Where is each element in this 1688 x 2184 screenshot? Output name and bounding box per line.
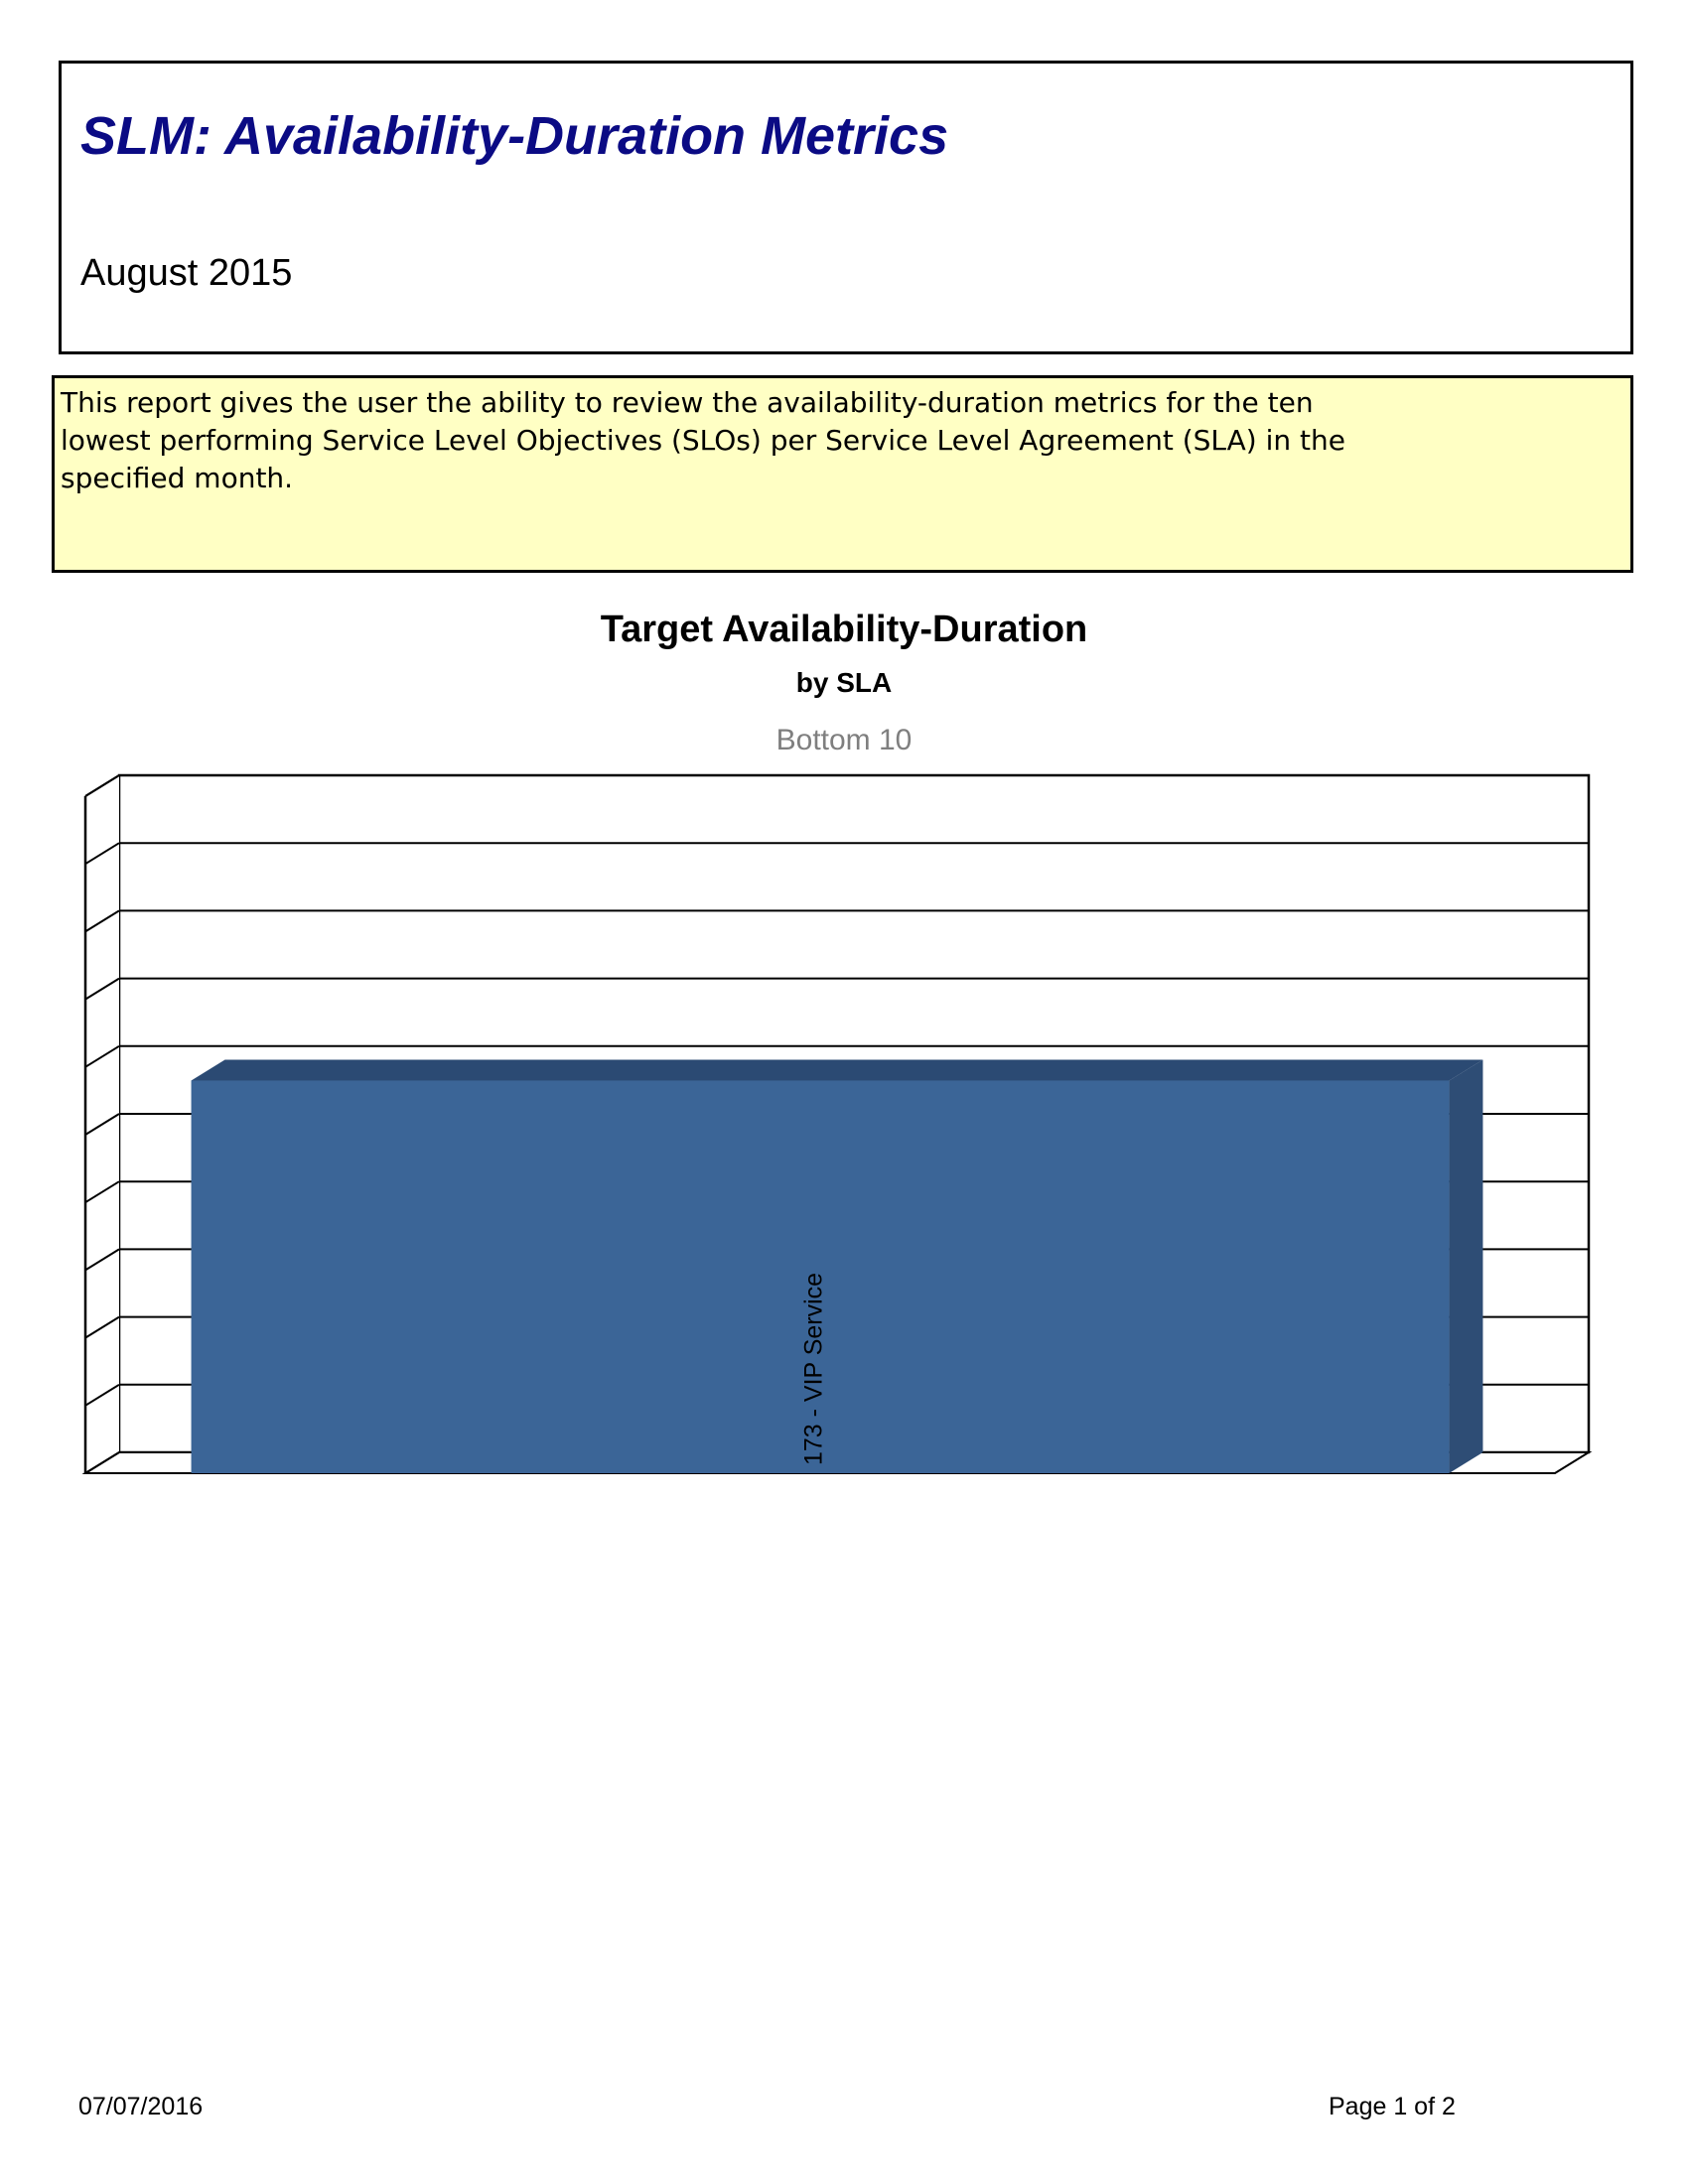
bar-top-face: [192, 1059, 1483, 1080]
chart-side-wall: [85, 754, 119, 1473]
bar-category-label: 173 - VIP Service: [799, 1272, 828, 1465]
report-title: SLM: Availability-Duration Metrics: [80, 106, 949, 166]
footer-date: 07/07/2016: [78, 2093, 204, 2120]
chart-caption: Bottom 10: [775, 724, 913, 756]
chart-bars: [192, 1059, 1483, 1473]
report-period: August 2015: [80, 252, 293, 294]
chart-subtitle: by SLA: [795, 667, 893, 698]
chart-title: Target Availability-Duration: [600, 609, 1088, 650]
footer-page: Page 1 of 2: [1329, 2093, 1456, 2120]
report-description: This report gives the user the ability to review the availability-duration metrics for the ten lowest performing Service Level Objectives (SLOs) per Service Level Agreement (SLA) in the specified month.: [61, 386, 1346, 494]
bar: [192, 1059, 1483, 1473]
bar-side-face: [1449, 1059, 1482, 1473]
